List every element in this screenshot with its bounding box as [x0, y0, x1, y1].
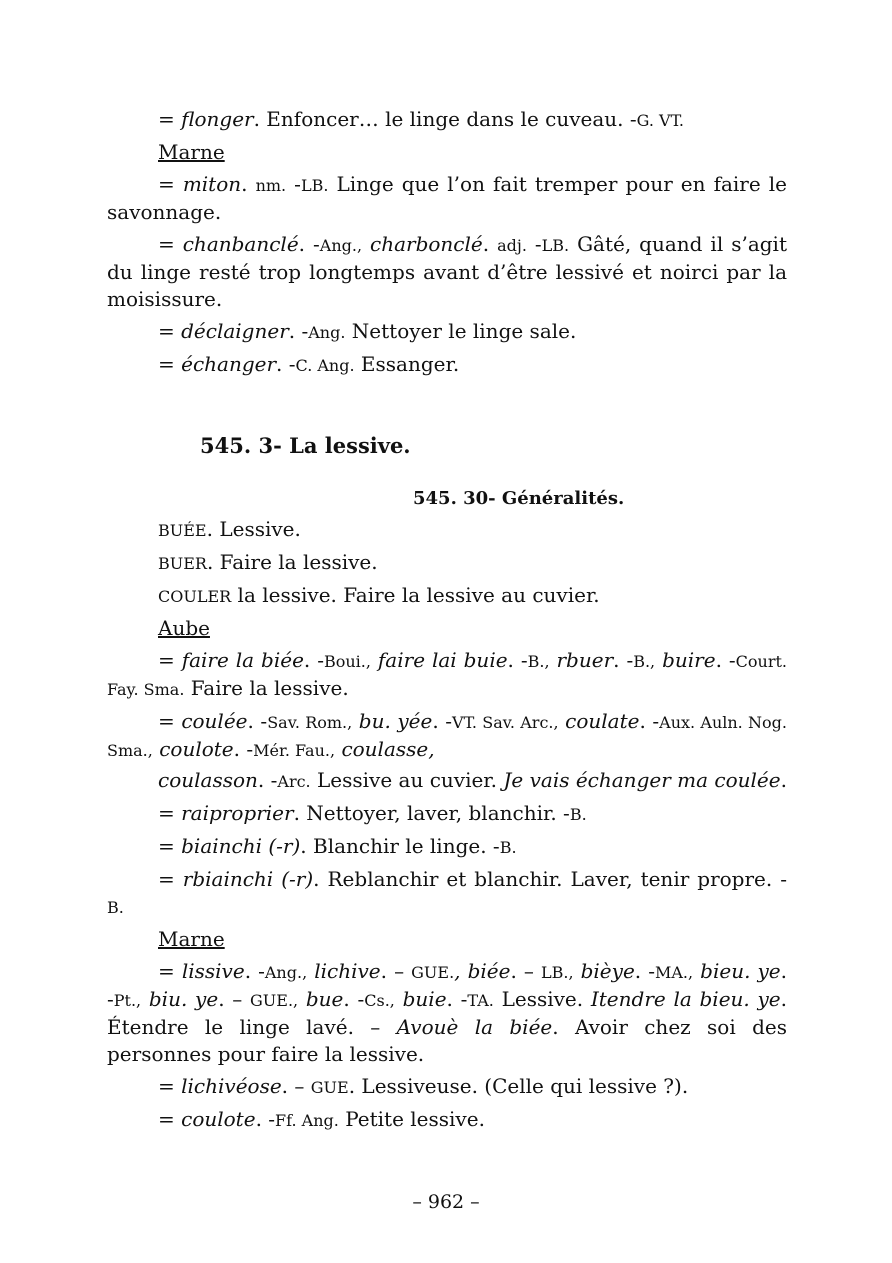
entry-declaigner: = déclaigner. -Ang. Nettoyer le linge sale.	[158, 319, 577, 343]
entry-lissive: = lissive. -Ang., lichive. – GUE., biée. – LB., bièye. -MA., bieu. ye. -Pt., biu. ye. – GUE., bue. -Cs., buie. -TA. Lessive. Itendre la bieu. ye. Étendre le linge lavé. – Avouè la biée. Avoir chez soi des personnes pour faire la lessive.	[107, 959, 788, 1066]
entry-chanbancle: = chanbanclé. -Ang., charbonclé. adj. -LB. Gâté, quand il s’agit du linge resté trop longtemps avant d’être lessivé et noirci par la moisissure.	[107, 232, 787, 311]
entry-faire-la-biee: = faire la biée. -Boui., faire lai buie. -B., rbuer. -B., buire. -Court. Fay. Sma. Faire la lessive.	[107, 648, 787, 700]
entry-coulote: = coulote. -Ff. Ang. Petite lessive.	[158, 1107, 485, 1131]
entry-miton: = miton. nm. -LB. Linge que l’on fait tremper pour en faire le savonnage.	[107, 172, 787, 224]
entry-buer: BUER. Faire la lessive.	[158, 550, 378, 574]
region-heading: Marne	[158, 140, 225, 164]
entry-couler: COULER la lessive. Faire la lessive au cuvier.	[158, 583, 600, 607]
entry-biainchi: = biainchi (-r). Blanchir le linge. -B.	[158, 834, 517, 858]
entry-coulasson: coulasson. -Arc. Lessive au cuvier. Je vais échanger ma coulée.	[158, 768, 787, 792]
entry-lichiveose: = lichivéose. – GUE. Lessiveuse. (Celle qui lessive ?).	[158, 1074, 689, 1098]
page-number: – 962 –	[412, 1191, 480, 1213]
region-heading: Marne	[158, 927, 225, 951]
entry-echanger: = échanger. -C. Ang. Essanger.	[158, 352, 460, 376]
entry-raiproprier: = raiproprier. Nettoyer, laver, blanchir. -B.	[158, 801, 587, 825]
entry-coulee: = coulée. -Sav. Rom., bu. yée. -VT. Sav. Arc., coulate. -Aux. Auln. Nog. Sma., coulote. -Mér. Fau., coulasse,	[107, 709, 788, 761]
section-heading: 545. 3- La lessive.	[200, 433, 411, 458]
subsection-heading: 545. 30- Généralités.	[413, 488, 625, 509]
entry-flonger: = flonger. Enfoncer… le linge dans le cuveau. -G. VT.	[158, 107, 684, 131]
entry-buee: BUÉE. Lessive.	[158, 517, 301, 541]
region-heading: Aube	[158, 616, 210, 640]
main-section	[107, 516, 787, 1139]
top-section	[107, 106, 787, 384]
entry-rbiainchi: = rbiainchi (-r). Reblanchir et blanchir. Laver, tenir propre. -B.	[107, 867, 787, 917]
